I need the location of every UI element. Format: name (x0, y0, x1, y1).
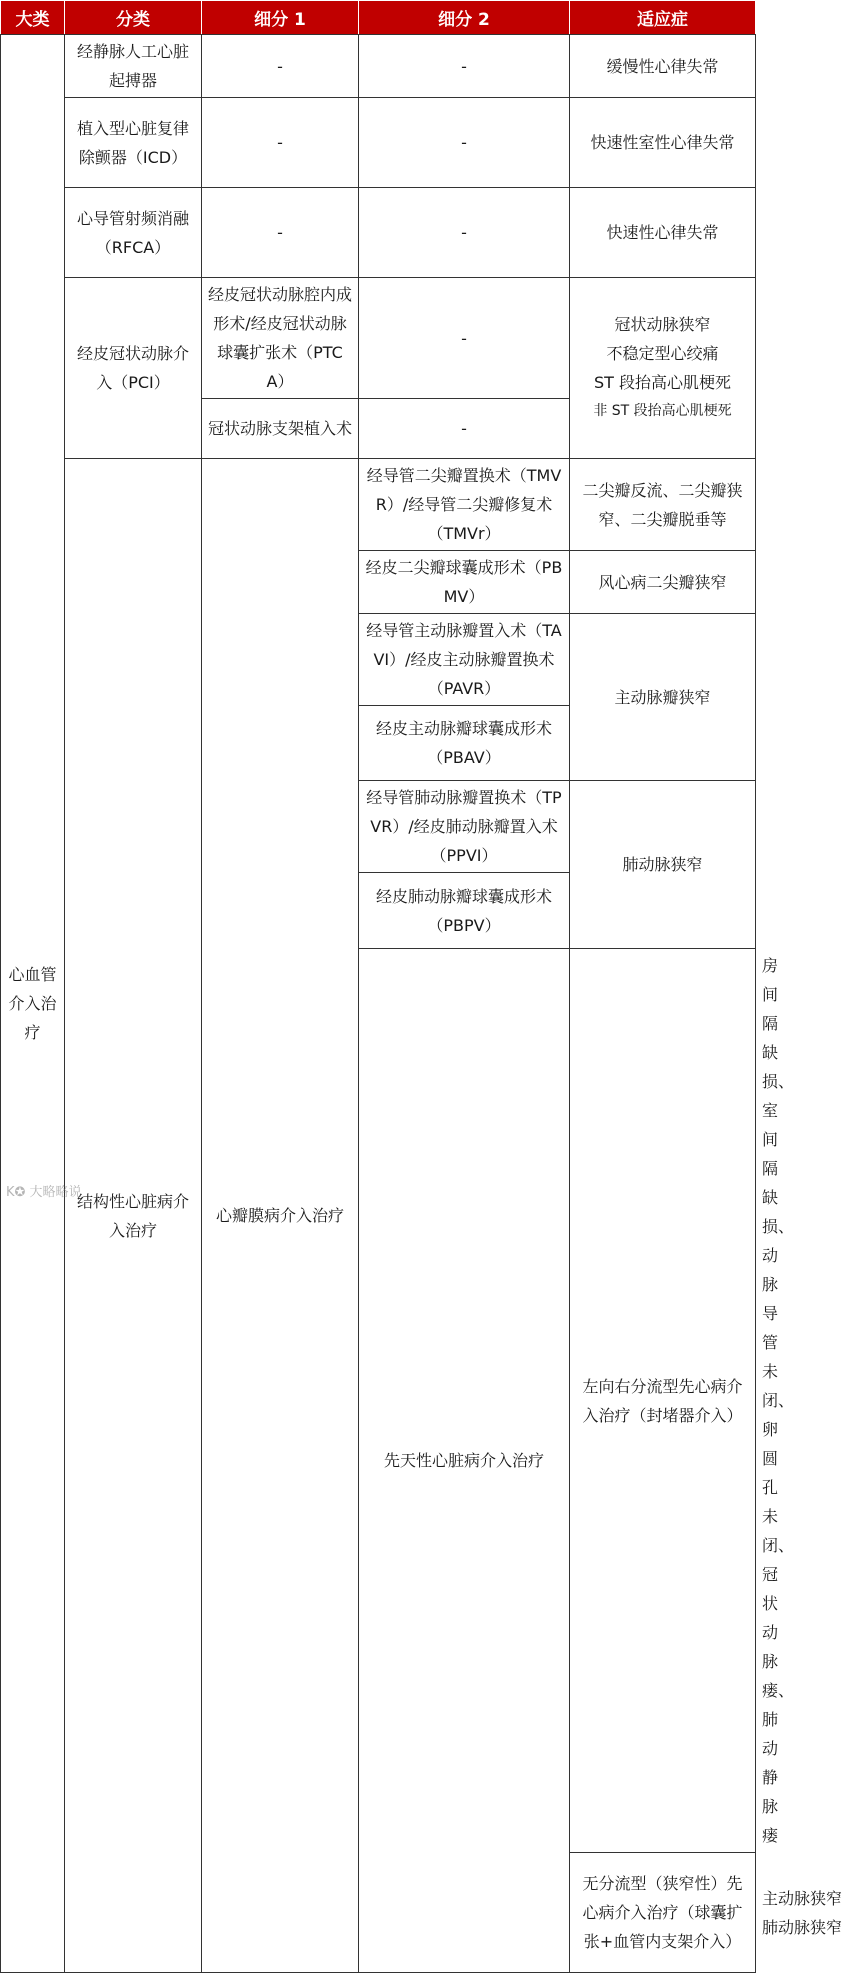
sub1-cell: 先天性心脏病介入治疗 (359, 949, 570, 1973)
indication-line: ST 段抬高心肌梗死 (593, 373, 732, 392)
indication-cell: 快速性室性心律失常 (570, 98, 756, 188)
table-row (1, 459, 756, 551)
sub2-cell: 左向右分流型先心病介入治疗（封堵器介入） (570, 949, 756, 1853)
sub1-cell: 心瓣膜病介入治疗 (202, 459, 359, 1973)
sub2-cell: 经皮主动脉瓣球囊成形术（PBAV） (359, 706, 570, 781)
sub2-cell: - (359, 35, 570, 98)
table-row (1, 98, 756, 188)
header-sub2: 细分 2 (359, 1, 570, 35)
category-cell: 心血管介入治疗 (1, 35, 65, 1973)
sub2-cell: 经导管肺动脉瓣置换术（TPVR）/经皮肺动脉瓣置入术（PPVI） (359, 781, 570, 873)
class-cell: 经静脉人工心脏起搏器 (65, 35, 202, 98)
table-row (1, 35, 756, 98)
header-class: 分类 (65, 1, 202, 35)
class-cell: 植入型心脏复律除颤器（ICD） (65, 98, 202, 188)
sub2-cell: - (359, 188, 570, 278)
sub1-cell: - (202, 98, 359, 188)
table-row: 无分流型（狭窄性）先心病介入治疗（球囊扩张+血管内支架介入） 主动脉狭窄 肺动脉狭窄 (1, 1853, 756, 1973)
class-cell: 经皮冠状动脉介入（PCI） (65, 278, 202, 459)
indication-cell: 二尖瓣反流、二尖瓣狭窄、二尖瓣脱垂等 (570, 459, 756, 551)
sub2-cell: 经皮肺动脉瓣球囊成形术（PBPV） (359, 873, 570, 949)
sub1-cell: 经皮冠状动脉腔内成形术/经皮冠状动脉球囊扩张术（PTCA） (202, 278, 359, 399)
class-cell: 心导管射频消融（RFCA） (65, 188, 202, 278)
sub2-cell: - (359, 98, 570, 188)
sub2-cell: 经导管二尖瓣置换术（TMVR）/经导管二尖瓣修复术（TMVr） (359, 459, 570, 551)
watermark-logo: K✪ 大略略说 (6, 1185, 82, 1200)
header-sub1: 细分 1 (202, 1, 359, 35)
header-row (1, 1, 756, 35)
sub1-cell: 冠状动脉支架植入术 (202, 399, 359, 459)
sub2-cell: 无分流型（狭窄性）先心病介入治疗（球囊扩张+血管内支架介入） (570, 1853, 756, 1973)
indication-cell: 快速性心律失常 (570, 188, 756, 278)
header-indication: 适应症 (570, 1, 756, 35)
sub2-cell: 经皮二尖瓣球囊成形术（PBMV） (359, 551, 570, 614)
table-row (1, 278, 756, 399)
indication-line: 非 ST 段抬高心肌梗死 (593, 403, 732, 419)
sub2-cell: - (359, 399, 570, 459)
indication-cell: 主动脉瓣狭窄 (570, 614, 756, 781)
sub1-cell: - (202, 188, 359, 278)
indication-cell: 缓慢性心律失常 (570, 35, 756, 98)
indication-cell: 风心病二尖瓣狭窄 (570, 551, 756, 614)
indication-cell (570, 278, 756, 459)
indication-line: 不稳定型心绞痛 (606, 344, 719, 363)
indication-cell: 肺动脉狭窄 (570, 781, 756, 949)
table-row: 先天性心脏病介入治疗 左向右分流型先心病介入治疗（封堵器介入） 房间隔缺损、室间隔缺损、动脉导管未闭、卵圆孔未闭、冠状动脉瘘、肺动静脉瘘 (1, 949, 756, 1853)
sub1-cell: - (202, 35, 359, 98)
indication-line: 冠状动脉狭窄 (614, 315, 711, 334)
sub2-cell: 经导管主动脉瓣置入术（TAVI）/经皮主动脉瓣置换术（PAVR） (359, 614, 570, 706)
header-category: 大类 (1, 1, 65, 35)
class-cell: 结构性心脏病介入治疗 (65, 459, 202, 1973)
sub2-cell: - (359, 278, 570, 399)
table-row (1, 188, 756, 278)
